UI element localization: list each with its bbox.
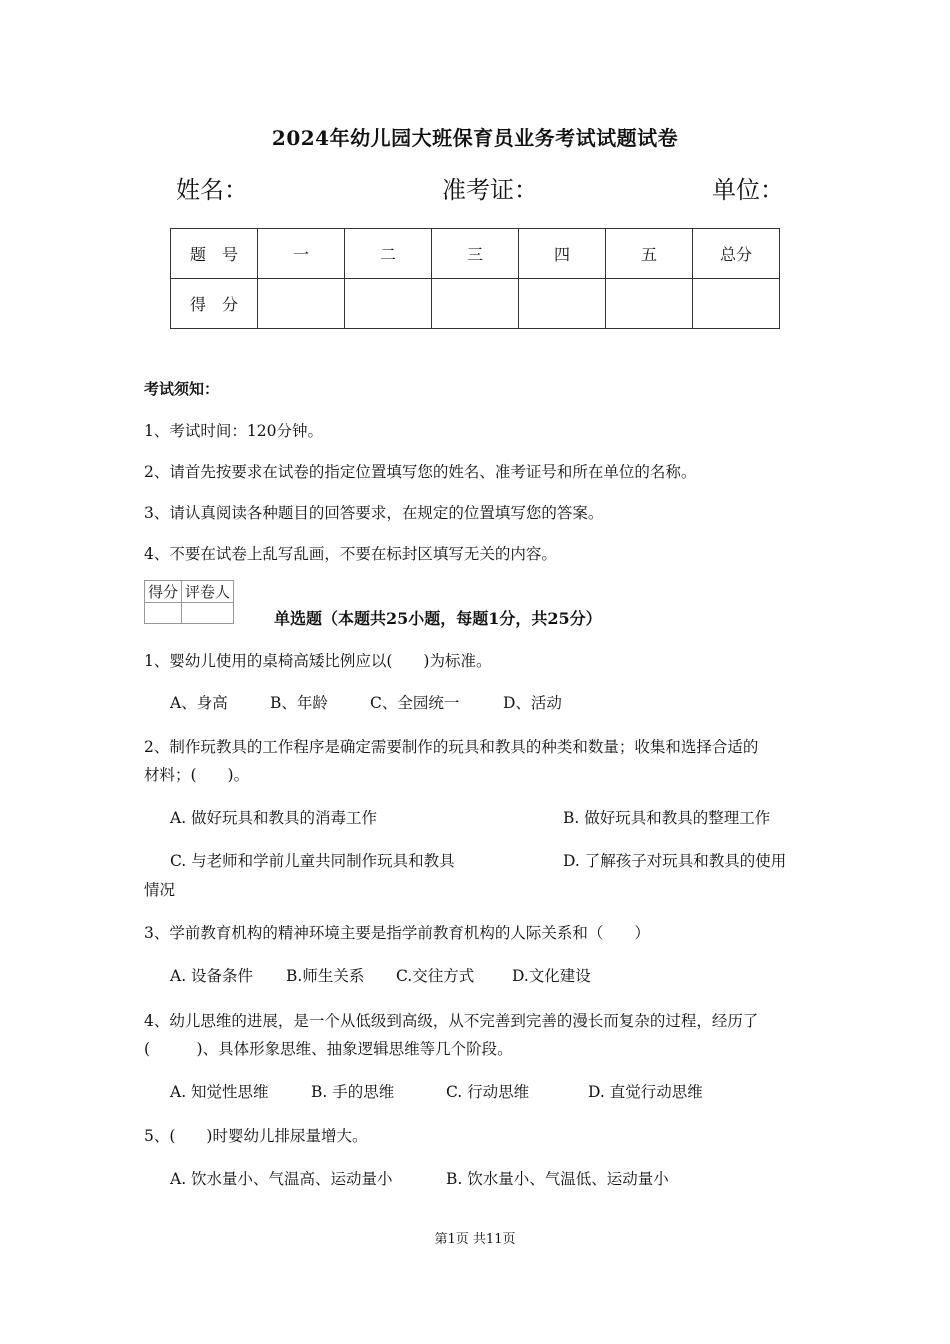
- score-row-label: 得 分: [171, 279, 258, 329]
- question-stem: 4、幼儿思维的进展，是一个从低级到高级，从不完善到完善的漫长而复杂的过程，经历了: [144, 1012, 759, 1030]
- grader-score-cell[interactable]: [145, 603, 182, 624]
- question-stem-cont: 材料；( )。: [144, 766, 250, 784]
- question-stem: 2、制作玩教具的工作程序是确定需要制作的玩具和教具的种类和数量；收集和选择合适的: [144, 738, 759, 756]
- score-table-header-cell: 四: [519, 229, 606, 279]
- notice-item: 1、考试时间：120分钟。: [144, 422, 323, 440]
- page-footer: 第1页 共11页: [434, 1232, 516, 1247]
- answer-option: B.师生关系: [286, 967, 365, 985]
- answer-option-cont: 情况: [144, 881, 176, 899]
- score-table-header-row: [171, 229, 780, 279]
- notice-item: 3、请认真阅读各种题目的回答要求，在规定的位置填写您的答案。: [144, 504, 604, 522]
- page-title: 2024年幼儿园大班保育员业务考试试题试卷: [271, 126, 679, 150]
- grader-score-label: 得分: [145, 581, 182, 603]
- score-table-header-cell: 五: [606, 229, 693, 279]
- answer-option: D. 直觉行动思维: [588, 1083, 703, 1101]
- answer-option: C. 行动思维: [446, 1083, 530, 1101]
- question-stem: 1、婴幼儿使用的桌椅高矮比例应以( )为标准。: [144, 652, 492, 670]
- score-table-header-cell: 一: [258, 229, 345, 279]
- unit-label: 单位：: [712, 176, 784, 204]
- score-table-header-cell: 题 号: [171, 229, 258, 279]
- answer-option: B. 手的思维: [311, 1083, 395, 1101]
- question-stem: 5、( )时婴幼儿排尿量增大。: [144, 1127, 368, 1145]
- notice-item: 2、请首先按要求在试卷的指定位置填写您的姓名、准考证号和所在单位的名称。: [144, 463, 697, 481]
- score-table-score-row: [171, 279, 780, 329]
- answer-option: B. 做好玩具和教具的整理工作: [563, 809, 771, 827]
- grader-reviewer-label: 评卷人: [182, 581, 234, 603]
- question-stem-cont: ( )、具体形象思维、抽象逻辑思维等几个阶段。: [144, 1040, 513, 1058]
- name-label: 姓名：: [176, 176, 248, 204]
- score-cell[interactable]: [345, 279, 432, 329]
- answer-option: A. 饮水量小、气温高、运动量小: [170, 1170, 393, 1188]
- score-cell[interactable]: [606, 279, 693, 329]
- answer-option: B、年龄: [270, 694, 328, 712]
- score-cell[interactable]: [693, 279, 780, 329]
- score-cell[interactable]: [519, 279, 606, 329]
- answer-option: D.文化建设: [512, 967, 591, 985]
- answer-option: C. 与老师和学前儿童共同制作玩具和教具: [170, 852, 455, 870]
- answer-option: A、身高: [170, 694, 228, 712]
- question-stem: 3、学前教育机构的精神环境主要是指学前教育机构的人际关系和（ ）: [144, 924, 650, 942]
- answer-option: A. 做好玩具和教具的消毒工作: [170, 809, 378, 827]
- score-table-header-cell: 三: [432, 229, 519, 279]
- grader-box: [144, 580, 234, 624]
- answer-option: C、全园统一: [370, 694, 460, 712]
- answer-option: A. 设备条件: [170, 967, 254, 985]
- score-cell[interactable]: [258, 279, 345, 329]
- answer-option: D. 了解孩子对玩具和教具的使用: [563, 852, 787, 870]
- answer-option: C.交往方式: [396, 967, 475, 985]
- score-table-header-cell: 二: [345, 229, 432, 279]
- score-table: [170, 228, 780, 329]
- score-table-header-cell: 总分: [693, 229, 780, 279]
- notice-item: 4、不要在试卷上乱写乱画，不要在标封区填写无关的内容。: [144, 545, 557, 563]
- answer-option: B. 饮水量小、气温低、运动量小: [446, 1170, 669, 1188]
- answer-option: D、活动: [503, 694, 562, 712]
- notice-heading: 考试须知：: [144, 380, 220, 398]
- grader-reviewer-cell[interactable]: [182, 603, 234, 624]
- section-title: 单选题（本题共25小题，每题1分，共25分）: [274, 609, 602, 628]
- answer-option: A. 知觉性思维: [170, 1083, 269, 1101]
- score-cell[interactable]: [432, 279, 519, 329]
- exam-id-label: 准考证：: [442, 176, 538, 204]
